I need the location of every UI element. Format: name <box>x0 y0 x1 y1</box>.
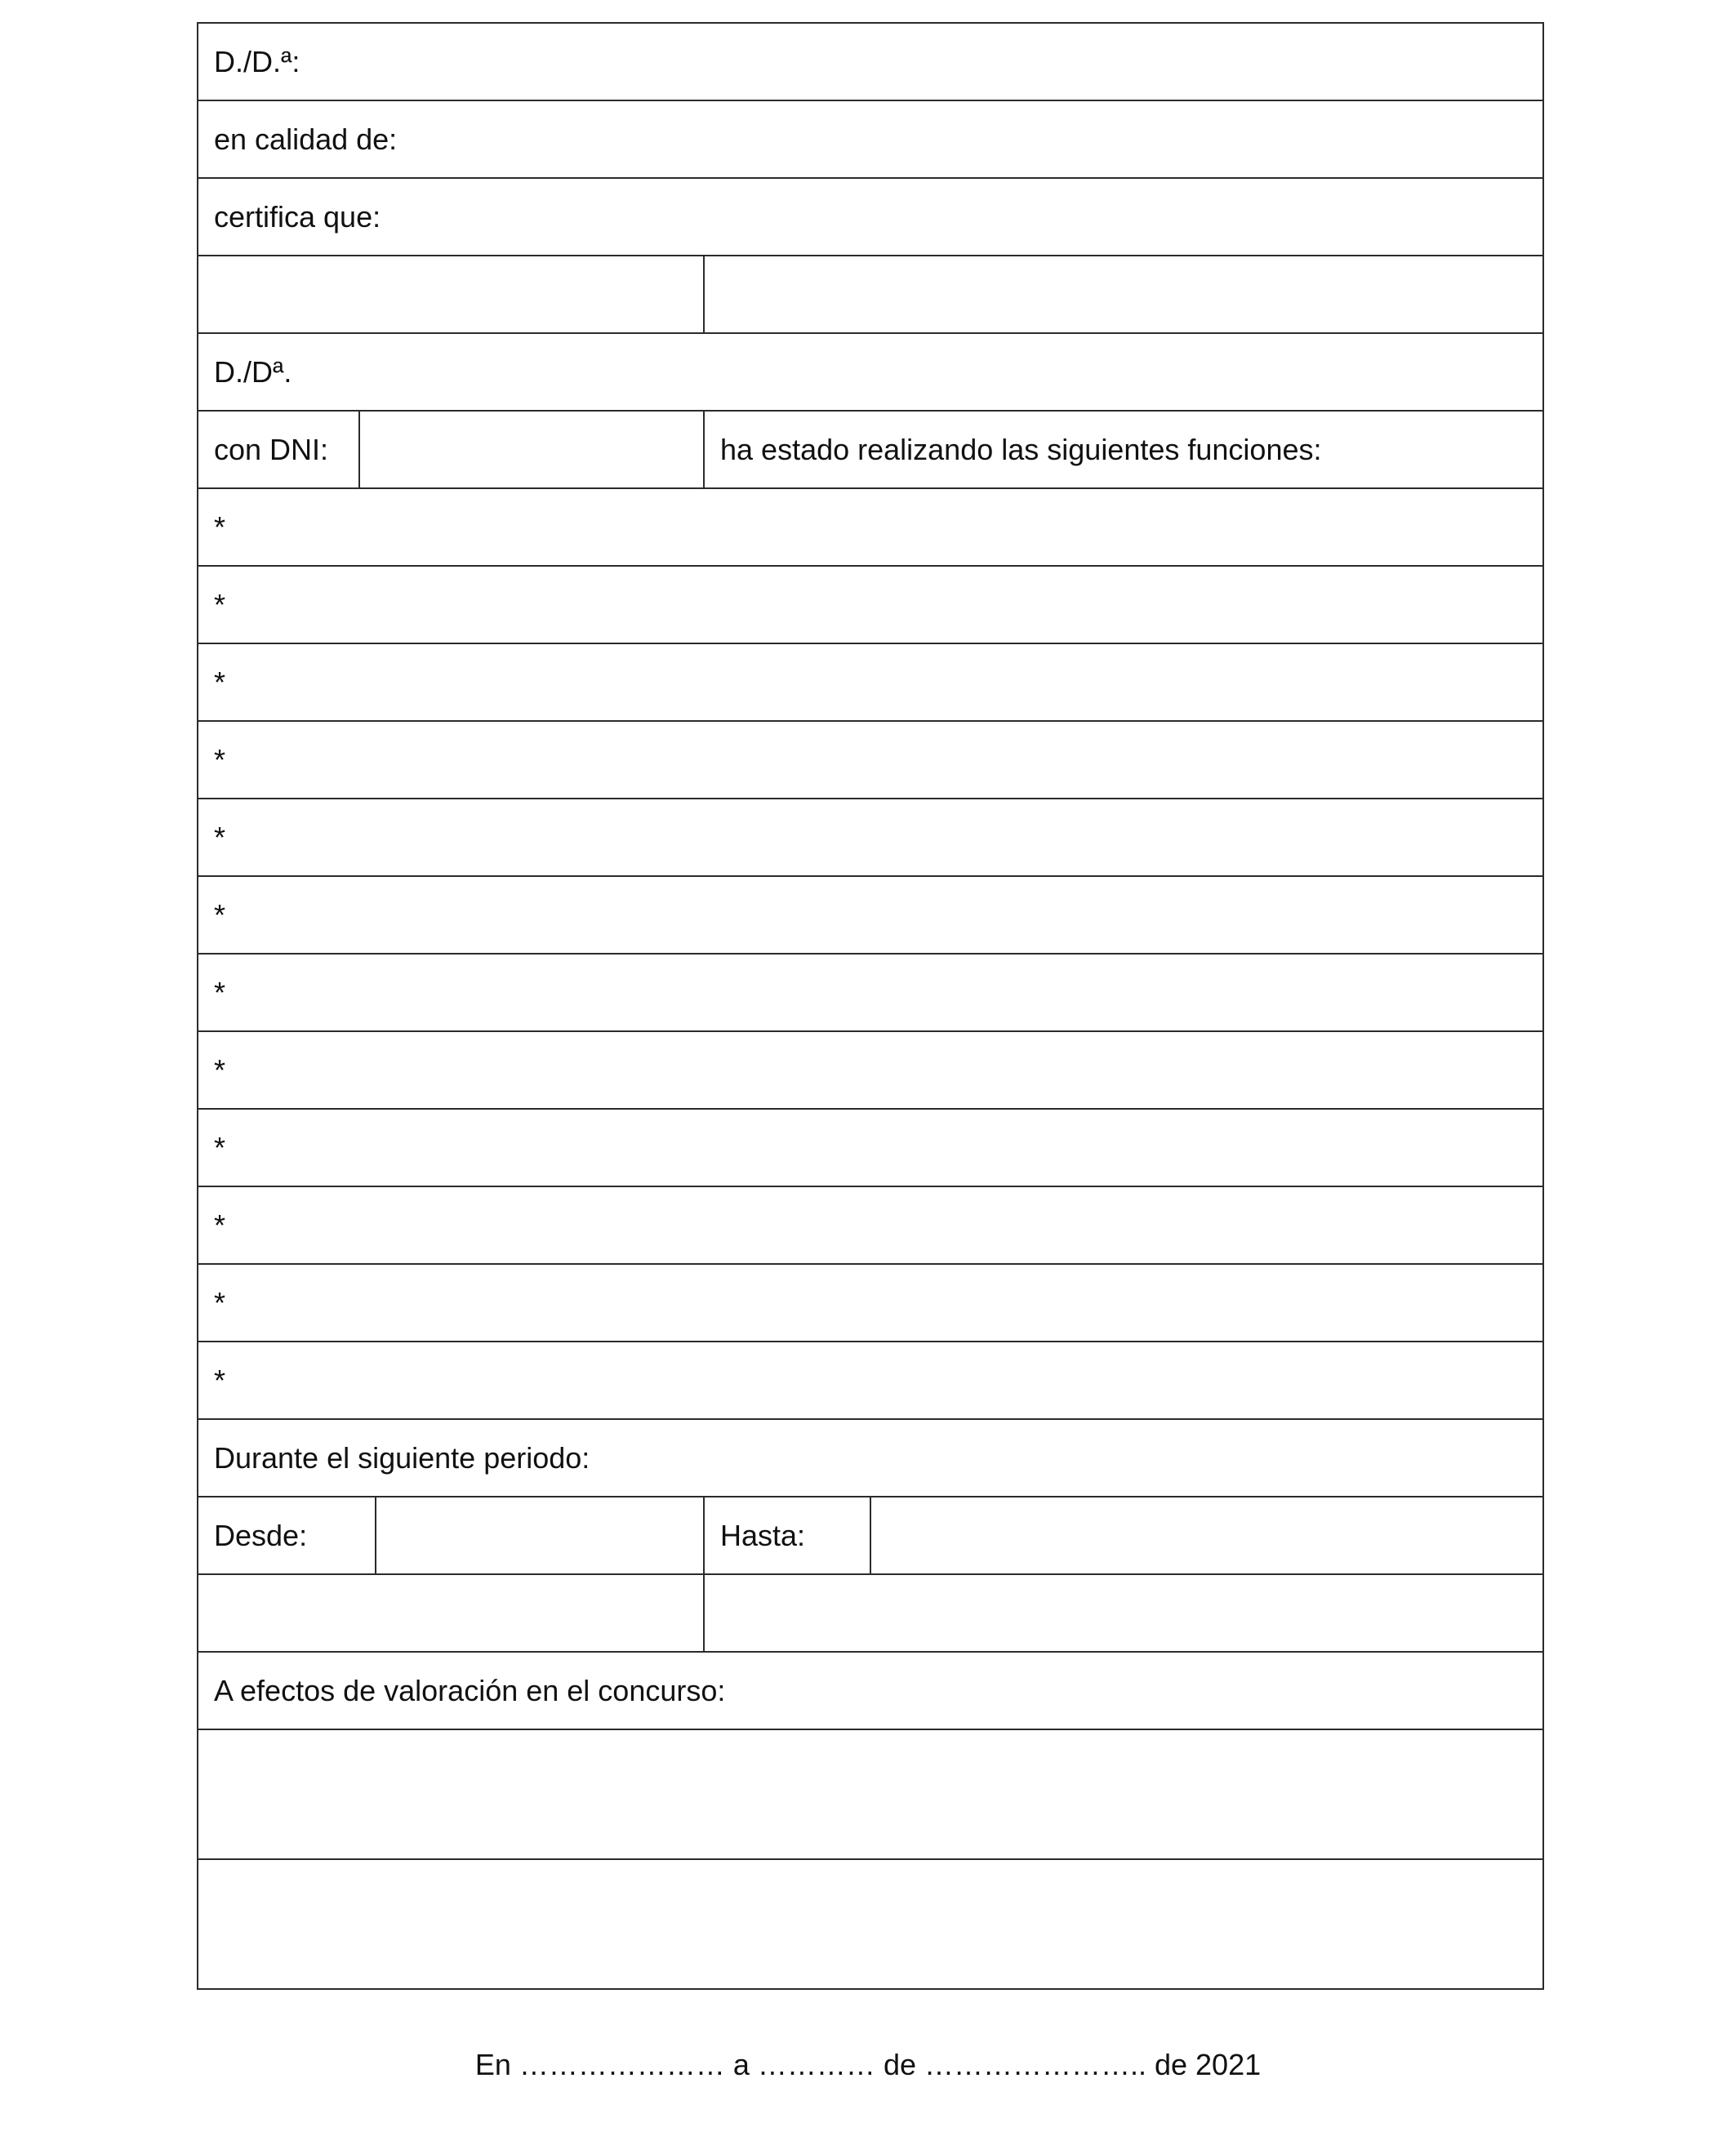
row-period <box>198 1419 1543 1497</box>
row-blank-tall <box>198 1729 1543 1859</box>
dni-label: con DNI: <box>214 432 329 466</box>
row-blank-split <box>198 1574 1543 1652</box>
certifies-label: certifica que: <box>214 199 381 234</box>
dni-field[interactable] <box>359 411 704 488</box>
capacity-field[interactable] <box>198 100 1543 178</box>
function-item-bullet: * <box>214 742 226 777</box>
row-certifies <box>198 178 1543 256</box>
function-item-field[interactable] <box>198 799 1543 876</box>
row-function-item <box>198 488 1543 566</box>
function-item-field[interactable] <box>198 1342 1543 1419</box>
row-function-item <box>198 721 1543 799</box>
function-item-field[interactable] <box>198 876 1543 954</box>
blank-field-left[interactable] <box>198 1574 704 1652</box>
from-label-cell <box>198 1497 376 1574</box>
name-label: D./D.ª: <box>214 44 300 78</box>
row-blank-tall <box>198 1859 1543 1989</box>
function-item-bullet: * <box>214 1130 226 1164</box>
row-person <box>198 333 1543 411</box>
person-label: D./Dª. <box>214 354 292 389</box>
row-function-item <box>198 566 1543 643</box>
blank-field-right[interactable] <box>704 1574 1543 1652</box>
function-item-field[interactable] <box>198 721 1543 799</box>
blank-field-left[interactable] <box>198 256 704 333</box>
row-function-item <box>198 643 1543 721</box>
evaluation-label: A efectos de valoración en el concurso: <box>214 1673 726 1707</box>
blank-field-right[interactable] <box>704 256 1543 333</box>
function-item-field[interactable] <box>198 954 1543 1031</box>
to-date-field[interactable] <box>870 1497 1543 1574</box>
certificate-form-table <box>197 22 1544 1990</box>
function-item-bullet: * <box>214 820 226 854</box>
period-cell <box>198 1419 1543 1497</box>
row-function-item <box>198 1109 1543 1186</box>
row-dni <box>198 411 1543 488</box>
row-blank-split <box>198 256 1543 333</box>
period-label: Durante el siguiente periodo: <box>214 1440 590 1475</box>
function-item-field[interactable] <box>198 566 1543 643</box>
function-item-field[interactable] <box>198 1031 1543 1109</box>
row-function-item <box>198 799 1543 876</box>
function-item-bullet: * <box>214 1363 226 1397</box>
to-label-cell <box>704 1497 870 1574</box>
row-function-item <box>198 1186 1543 1264</box>
person-field[interactable] <box>198 333 1543 411</box>
function-item-bullet: * <box>214 510 226 544</box>
row-name <box>198 23 1543 100</box>
function-item-field[interactable] <box>198 1186 1543 1264</box>
evaluation-cell <box>198 1652 1543 1729</box>
place-date-line: En ………………… a ………… de ………………….. de 2021 <box>474 2048 1262 2081</box>
row-function-item <box>198 1342 1543 1419</box>
function-item-field[interactable] <box>198 488 1543 566</box>
functions-label: ha estado realizando las siguientes funciones: <box>720 432 1322 466</box>
row-function-item <box>198 1031 1543 1109</box>
row-function-item <box>198 1264 1543 1342</box>
row-from-to <box>198 1497 1543 1574</box>
function-item-field[interactable] <box>198 643 1543 721</box>
function-item-bullet: * <box>214 1285 226 1319</box>
function-item-bullet: * <box>214 1208 226 1242</box>
function-item-bullet: * <box>214 897 226 932</box>
function-item-bullet: * <box>214 1052 226 1087</box>
row-function-item <box>198 876 1543 954</box>
from-label: Desde: <box>214 1518 308 1552</box>
capacity-label: en calidad de: <box>214 122 398 156</box>
blank-field-large[interactable] <box>198 1859 1543 1989</box>
function-item-bullet: * <box>214 665 226 699</box>
function-item-bullet: * <box>214 587 226 621</box>
function-item-bullet: * <box>214 975 226 1009</box>
row-evaluation <box>198 1652 1543 1729</box>
row-capacity <box>198 100 1543 178</box>
row-function-item <box>198 954 1543 1031</box>
functions-field[interactable] <box>704 411 1543 488</box>
blank-field-large[interactable] <box>198 1729 1543 1859</box>
from-date-field[interactable] <box>376 1497 704 1574</box>
function-item-field[interactable] <box>198 1109 1543 1186</box>
function-item-field[interactable] <box>198 1264 1543 1342</box>
certifies-field[interactable] <box>198 178 1543 256</box>
to-label: Hasta: <box>720 1518 806 1552</box>
name-field[interactable] <box>198 23 1543 100</box>
dni-label-cell <box>198 411 359 488</box>
